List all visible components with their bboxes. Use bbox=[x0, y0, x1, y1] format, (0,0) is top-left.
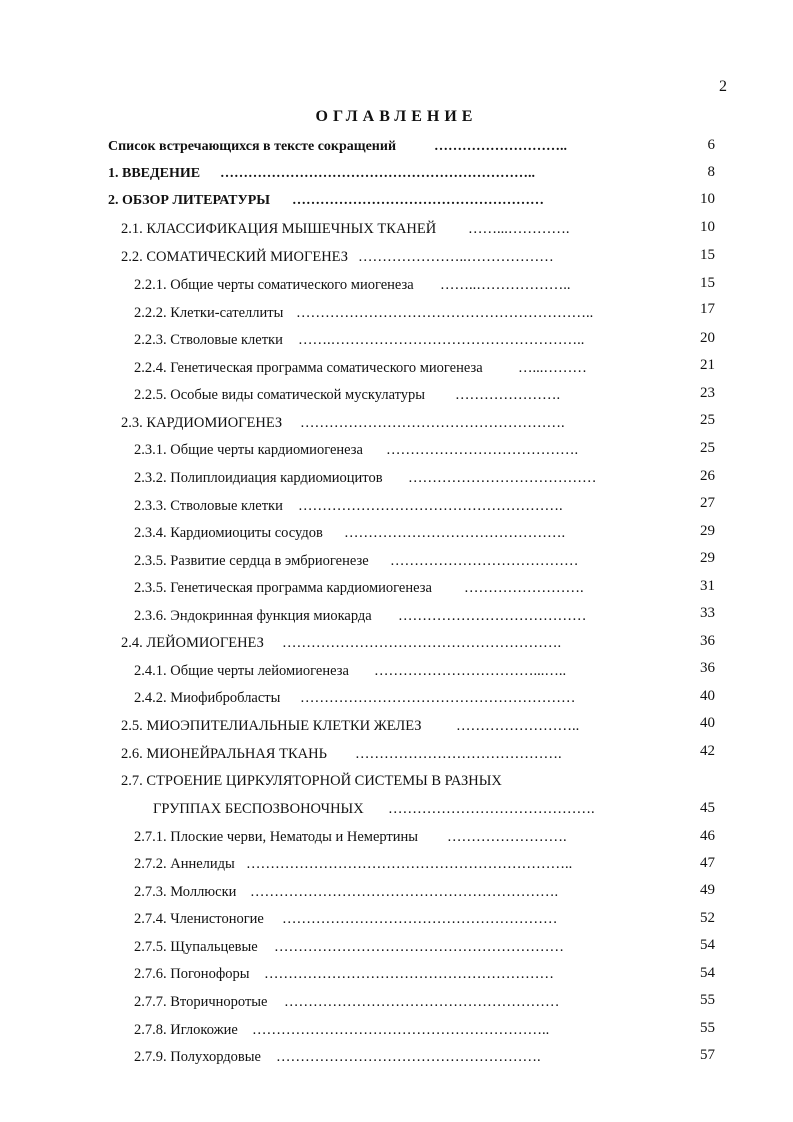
toc-entry-page: 33 bbox=[700, 605, 715, 621]
toc-entry-leader: ……………………………...….. bbox=[374, 663, 567, 679]
toc-entry-text: 2.2.1. Общие черты соматического миогенеза bbox=[134, 277, 414, 293]
toc-entry-leader: …………………………………………………. bbox=[282, 635, 562, 651]
toc-entry-page: 57 bbox=[700, 1047, 715, 1063]
toc-entry-page: 31 bbox=[700, 578, 715, 594]
toc-entry-leader: …………………….. bbox=[456, 718, 580, 734]
toc-entry-leader: …………………………………………………….. bbox=[252, 1022, 550, 1038]
toc-entry-text: 2.7.9. Полухордовые bbox=[134, 1049, 261, 1065]
toc-entry-text: 2.7.7. Вторичноротые bbox=[134, 994, 268, 1010]
toc-entry-page: 55 bbox=[700, 992, 715, 1008]
toc-entry-text: 2.7.8. Иглокожие bbox=[134, 1022, 238, 1038]
toc-entry-page: 52 bbox=[700, 910, 715, 926]
toc-entry-text: 2.7.3. Моллюски bbox=[134, 884, 237, 900]
toc-entry-text: 2.3.6. Эндокринная функция миокарда bbox=[134, 608, 372, 624]
toc-entry-leader: ………………………………………………………. bbox=[250, 884, 559, 900]
toc-entry-text: Список встречающихся в тексте сокращений bbox=[108, 139, 397, 154]
toc-entry-text: 2.7.5. Щупальцевые bbox=[134, 939, 258, 955]
toc-entry-leader: ………………………………………………. bbox=[276, 1049, 541, 1065]
toc-entry-text: 2.2.4. Генетическая программа соматического миогенеза bbox=[134, 360, 483, 376]
toc-entry-page: 55 bbox=[700, 1020, 715, 1036]
toc-entry-leader: ………………………………………………. bbox=[298, 498, 563, 514]
toc-entry-leader: ………………………………………………………….. bbox=[220, 166, 535, 181]
toc-entry-text: 2.3.4. Кардиомиоциты сосудов bbox=[134, 525, 323, 541]
toc-entry-text: 2.2.2. Клетки-сателлиты bbox=[134, 305, 284, 321]
toc-entry-page: 21 bbox=[700, 357, 715, 373]
toc-entry-text: 2.5. МИОЭПИТЕЛИАЛЬНЫЕ КЛЕТКИ ЖЕЛЕЗ bbox=[121, 718, 422, 734]
toc-entry-text: 2.4. ЛЕЙОМИОГЕНЕЗ bbox=[121, 635, 264, 651]
toc-entry-page: 40 bbox=[700, 715, 715, 731]
toc-entry-page: 42 bbox=[700, 743, 715, 759]
toc-entry-page: 20 bbox=[700, 330, 715, 346]
toc-entry-leader: ……………………. bbox=[464, 580, 584, 596]
toc-entry-page: 17 bbox=[700, 301, 715, 317]
toc-entry-leader: …………………………………………………… bbox=[264, 966, 554, 982]
toc-entry-leader: ……...…………. bbox=[468, 221, 570, 237]
toc-entry-page: 40 bbox=[700, 688, 715, 704]
toc-entry-text: 2.7.4. Членистоногие bbox=[134, 911, 264, 927]
toc-entry-page: 25 bbox=[700, 440, 715, 456]
toc-entry-page: 25 bbox=[700, 412, 715, 428]
toc-entry-text: 2.4.1. Общие черты лейомиогенеза bbox=[134, 663, 349, 679]
toc-entry-leader: ………………………………………. bbox=[344, 525, 566, 541]
toc-entry-text: 2.7.1. Плоские черви, Нематоды и Немертины bbox=[134, 829, 419, 845]
toc-entry-text: 2.4.2. Миофибробласты bbox=[134, 690, 281, 706]
toc-entry-page: 10 bbox=[700, 191, 715, 207]
toc-entry-page: 29 bbox=[700, 523, 715, 539]
toc-entry-leader: ………………………………………………… bbox=[282, 911, 558, 927]
toc-entry-page: 10 bbox=[700, 219, 715, 235]
toc-entry-leader: …………………..……………… bbox=[358, 249, 554, 265]
toc-entry-page: 36 bbox=[700, 633, 715, 649]
toc-entry-leader: ……………………………………………… bbox=[292, 193, 544, 208]
toc-entry-text: 2.2. СОМАТИЧЕСКИЙ МИОГЕНЕЗ bbox=[121, 249, 348, 265]
toc-entry-leader: ………………………………………………………….. bbox=[246, 856, 573, 872]
toc-entry-leader: …….…………………………………………….. bbox=[298, 332, 585, 348]
toc-entry-text: 2.7.6. Погонофоры bbox=[134, 966, 250, 982]
toc-entry-text: 2.6. МИОНЕЙРАЛЬНАЯ ТКАНЬ bbox=[121, 746, 327, 762]
toc-entry-text: 2.3. КАРДИОМИОГЕНЕЗ bbox=[121, 415, 283, 431]
toc-entry-page: 29 bbox=[700, 550, 715, 566]
toc-entry-leader: ……………………………………. bbox=[388, 801, 595, 817]
toc-entry-leader: …………………………………………………….. bbox=[296, 305, 594, 321]
toc-entry-leader: ……………………………………. bbox=[355, 746, 562, 762]
toc-entry-page: 47 bbox=[700, 855, 715, 871]
toc-entry-page: 27 bbox=[700, 495, 715, 511]
toc-entry-page: 45 bbox=[700, 800, 715, 816]
page-number: 2 bbox=[719, 78, 727, 95]
toc-entry-page: 15 bbox=[700, 275, 715, 291]
toc-entry-leader: ………………………………… bbox=[390, 553, 579, 569]
toc-entry-text: 2.3.3. Стволовые клетки bbox=[134, 498, 283, 514]
toc-entry-text: 2.1. КЛАССИФИКАЦИЯ МЫШЕЧНЫХ ТКАНЕЙ bbox=[121, 221, 437, 237]
toc-entry-text: 1. ВВЕДЕНИЕ bbox=[108, 166, 201, 181]
toc-entry-leader: ……………………….. bbox=[434, 139, 567, 154]
toc-entry-page: 8 bbox=[707, 164, 715, 180]
toc-entry-text: 2.3.5. Генетическая программа кардиомиогенеза bbox=[134, 580, 432, 596]
toc-entry-text: 2.7. СТРОЕНИЕ ЦИРКУЛЯТОРНОЙ СИСТЕМЫ В РАЗНЫХ bbox=[121, 773, 502, 789]
toc-entry-page: 54 bbox=[700, 937, 715, 953]
toc-entry-text: 2.2.3. Стволовые клетки bbox=[134, 332, 283, 348]
toc-entry-leader: ………………………………… bbox=[408, 470, 597, 486]
toc-entry-text: ГРУППАХ БЕСПОЗВОНОЧНЫХ bbox=[153, 801, 364, 817]
toc-entry-page: 54 bbox=[700, 965, 715, 981]
toc-entry-page: 26 bbox=[700, 468, 715, 484]
toc-entry-leader: …………………. bbox=[455, 387, 561, 403]
toc-entry-leader: …………………………………. bbox=[386, 442, 579, 458]
toc-entry-leader: …...……… bbox=[518, 360, 587, 376]
toc-entry-text: 2. ОБЗОР ЛИТЕРАТУРЫ bbox=[108, 193, 271, 208]
toc-entry-text: 2.3.2. Полиплоидиация кардиомиоцитов bbox=[134, 470, 383, 486]
toc-entry-page: 49 bbox=[700, 882, 715, 898]
toc-entry-leader: …………………………………………………… bbox=[274, 939, 564, 955]
toc-entry-leader: ………………………………………………. bbox=[300, 415, 565, 431]
toc-title: ОГЛАВЛЕНИЕ bbox=[315, 108, 478, 125]
toc-entry-page: 46 bbox=[700, 828, 715, 844]
toc-entry-leader: ………………………………… bbox=[398, 608, 587, 624]
toc-entry-page: 15 bbox=[700, 247, 715, 263]
toc-entry-text: 2.3.1. Общие черты кардиомиогенеза bbox=[134, 442, 363, 458]
toc-entry-text: 2.3.5. Развитие сердца в эмбриогенезе bbox=[134, 553, 369, 569]
toc-entry-page: 36 bbox=[700, 660, 715, 676]
toc-entry-leader: ……………………. bbox=[447, 829, 567, 845]
toc-entry-text: 2.2.5. Особые виды соматической мускулатуры bbox=[134, 387, 426, 403]
toc-entry-page: 23 bbox=[700, 385, 715, 401]
toc-entry-leader: ………………………………………………… bbox=[300, 690, 576, 706]
toc-entry-leader: ……..……………….. bbox=[440, 277, 571, 293]
toc-entry-text: 2.7.2. Аннелиды bbox=[134, 856, 235, 872]
toc-entry-leader: ………………………………………………… bbox=[284, 994, 560, 1010]
toc-entry-page: 6 bbox=[707, 137, 715, 153]
